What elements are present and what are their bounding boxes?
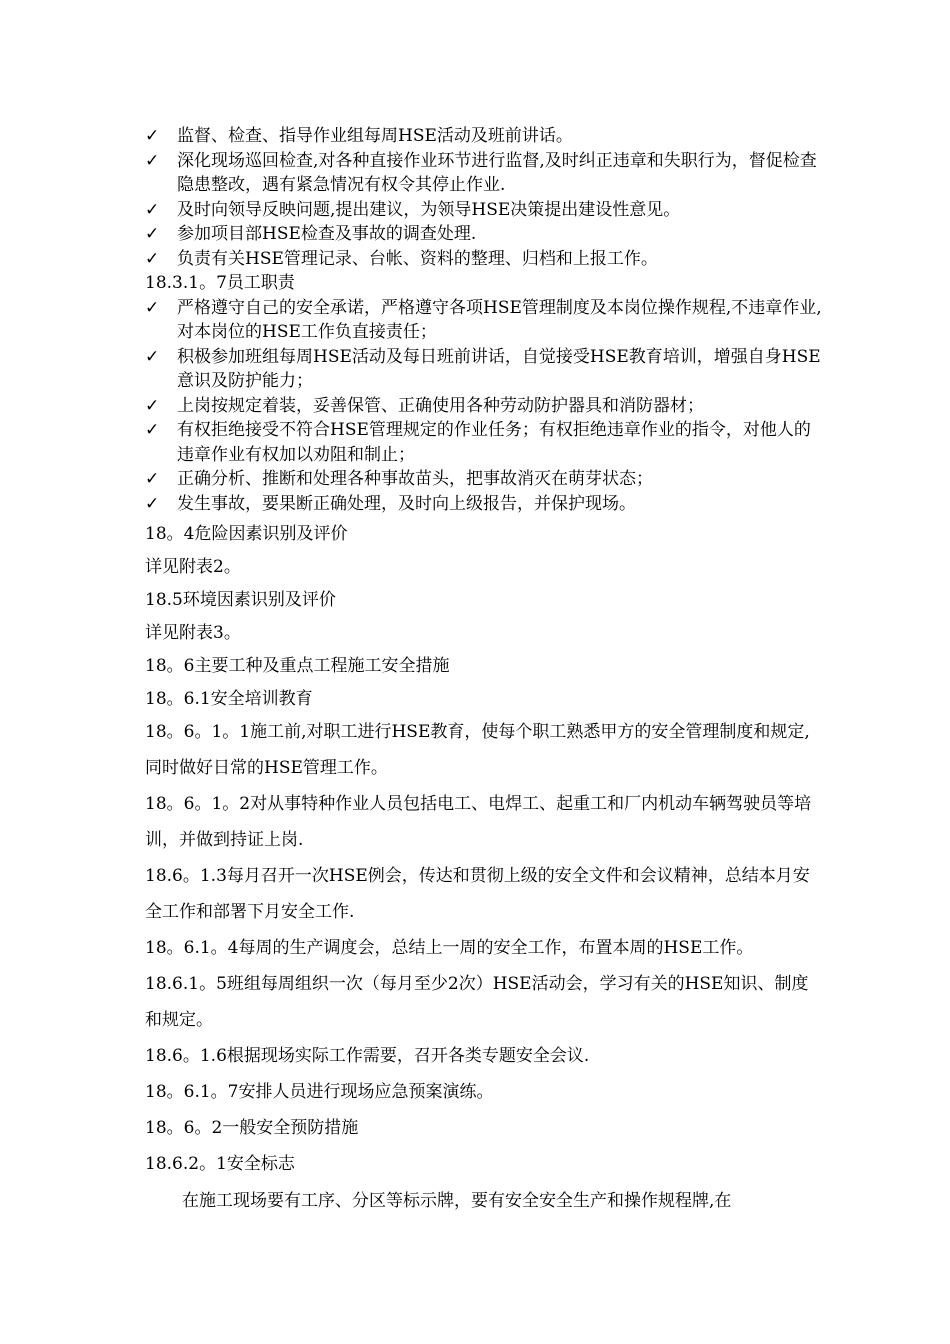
list-item	[145, 124, 825, 149]
list-item-text: 积极参加班组每周HSE活动及每日班前讲话，自觉接受HSE教育培训，增强自身HSE意识及防护能力；	[177, 346, 821, 391]
check-icon: ✓	[145, 126, 160, 146]
check-icon: ✓	[145, 248, 160, 269]
paragraph: 详见附表2。	[145, 557, 241, 577]
check-icon: ✓	[145, 224, 160, 244]
check-icon: ✓	[145, 493, 160, 514]
paragraph: 18.6。1.6根据现场实际工作需要，召开各类专题安全会议.	[145, 1046, 590, 1066]
list-item	[145, 418, 825, 467]
list-item-text: 深化现场巡回检查,对各种直接作业环节进行监督,及时纠正违章和失职行为，督促检查隐患整改，遇有紧急情况有权令其停止作业.	[177, 150, 817, 195]
list-item-text: 及时向领导反映问题,提出建议，为领导HSE决策提出建设性意见。	[177, 199, 681, 220]
list-item-text: 监督、检查、指导作业组每周HSE活动及班前讲话。	[177, 126, 573, 146]
paragraph: 18。6主要工种及重点工程施工安全措施	[145, 656, 450, 676]
list-item	[145, 394, 825, 419]
list-item-text: 有权拒绝接受不符合HSE管理规定的作业任务；有权拒绝违章作业的指令，对他人的违章作业有权加以劝阻和制止；	[177, 420, 811, 465]
list-item-text: 正确分析、推断和处理各种事故苗头，把事故消灭在萌芽状态；	[177, 469, 653, 489]
list-item-text: 严格遵守自己的安全承诺，严格遵守各项HSE管理制度及本岗位操作规程,不违章作业,对本岗位的HSE工作负直接责任；	[177, 297, 822, 342]
list-item	[145, 296, 825, 345]
paragraph: 18.6.1。5班组每周组织一次（每月至少2次）HSE活动会，学习有关的HSE知识、制度和规定。	[145, 974, 809, 1030]
list-item	[145, 222, 825, 247]
list-item-text: 发生事故，要果断正确处理，及时向上级报告，并保护现场。	[177, 493, 636, 514]
paragraph: 18.6.2。1安全标志	[145, 1154, 295, 1174]
list-item	[145, 198, 825, 223]
paragraph: 18.5环境因素识别及评价	[145, 590, 336, 610]
list-item-text: 参加项目部HSE检查及事故的调查处理.	[177, 224, 477, 244]
section-heading: 18.3.1。7员工职责	[145, 273, 295, 293]
paragraph: 18。6.1。7安排人员进行现场应急预案演练。	[145, 1082, 494, 1102]
check-icon: ✓	[145, 395, 160, 416]
list-item	[145, 345, 825, 394]
paragraph: 18。4危险因素识别及评价	[145, 524, 348, 544]
check-icon: ✓	[145, 150, 160, 171]
list-item-text: 上岗按规定着装，妥善保管、正确使用各种劳动防护器具和消防器材；	[177, 395, 704, 416]
indented-paragraph: 在施工现场要有工序、分区等标示牌，要有安全安全生产和操作规程牌,在	[182, 1191, 732, 1211]
list-item	[145, 149, 825, 198]
paragraph: 18。6。1。2对从事特种作业人员包括电工、电焊工、起重工和厂内机动车辆驾驶员等培训，并做到持证上岗.	[145, 794, 812, 850]
check-icon: ✓	[145, 469, 160, 489]
check-icon: ✓	[145, 297, 160, 318]
list-item-text: 负责有关HSE管理记录、台帐、资料的整理、归档和上报工作。	[177, 248, 658, 269]
list-item	[145, 467, 825, 492]
list-item	[145, 247, 825, 272]
paragraph: 18。6.1安全培训教育	[145, 689, 313, 709]
paragraph: 详见附表3。	[145, 623, 241, 643]
document-body	[145, 124, 825, 1217]
paragraph: 18。6。1。1施工前,对职工进行HSE教育，使每个职工熟悉甲方的安全管理制度和规定,同时做好日常的HSE管理工作。	[145, 722, 810, 778]
check-icon: ✓	[145, 346, 160, 367]
paragraph: 18。6.1。4每周的生产调度会，总结上一周的安全工作，布置本周的HSE工作。	[145, 938, 754, 958]
list-item	[145, 492, 825, 517]
check-icon: ✓	[145, 199, 160, 220]
paragraph: 18。6。2一般安全预防措施	[145, 1118, 359, 1138]
paragraph: 18.6。1.3每月召开一次HSE例会，传达和贯彻上级的安全文件和会议精神，总结本月安全工作和部署下月安全工作.	[145, 866, 810, 922]
check-icon: ✓	[145, 420, 160, 440]
